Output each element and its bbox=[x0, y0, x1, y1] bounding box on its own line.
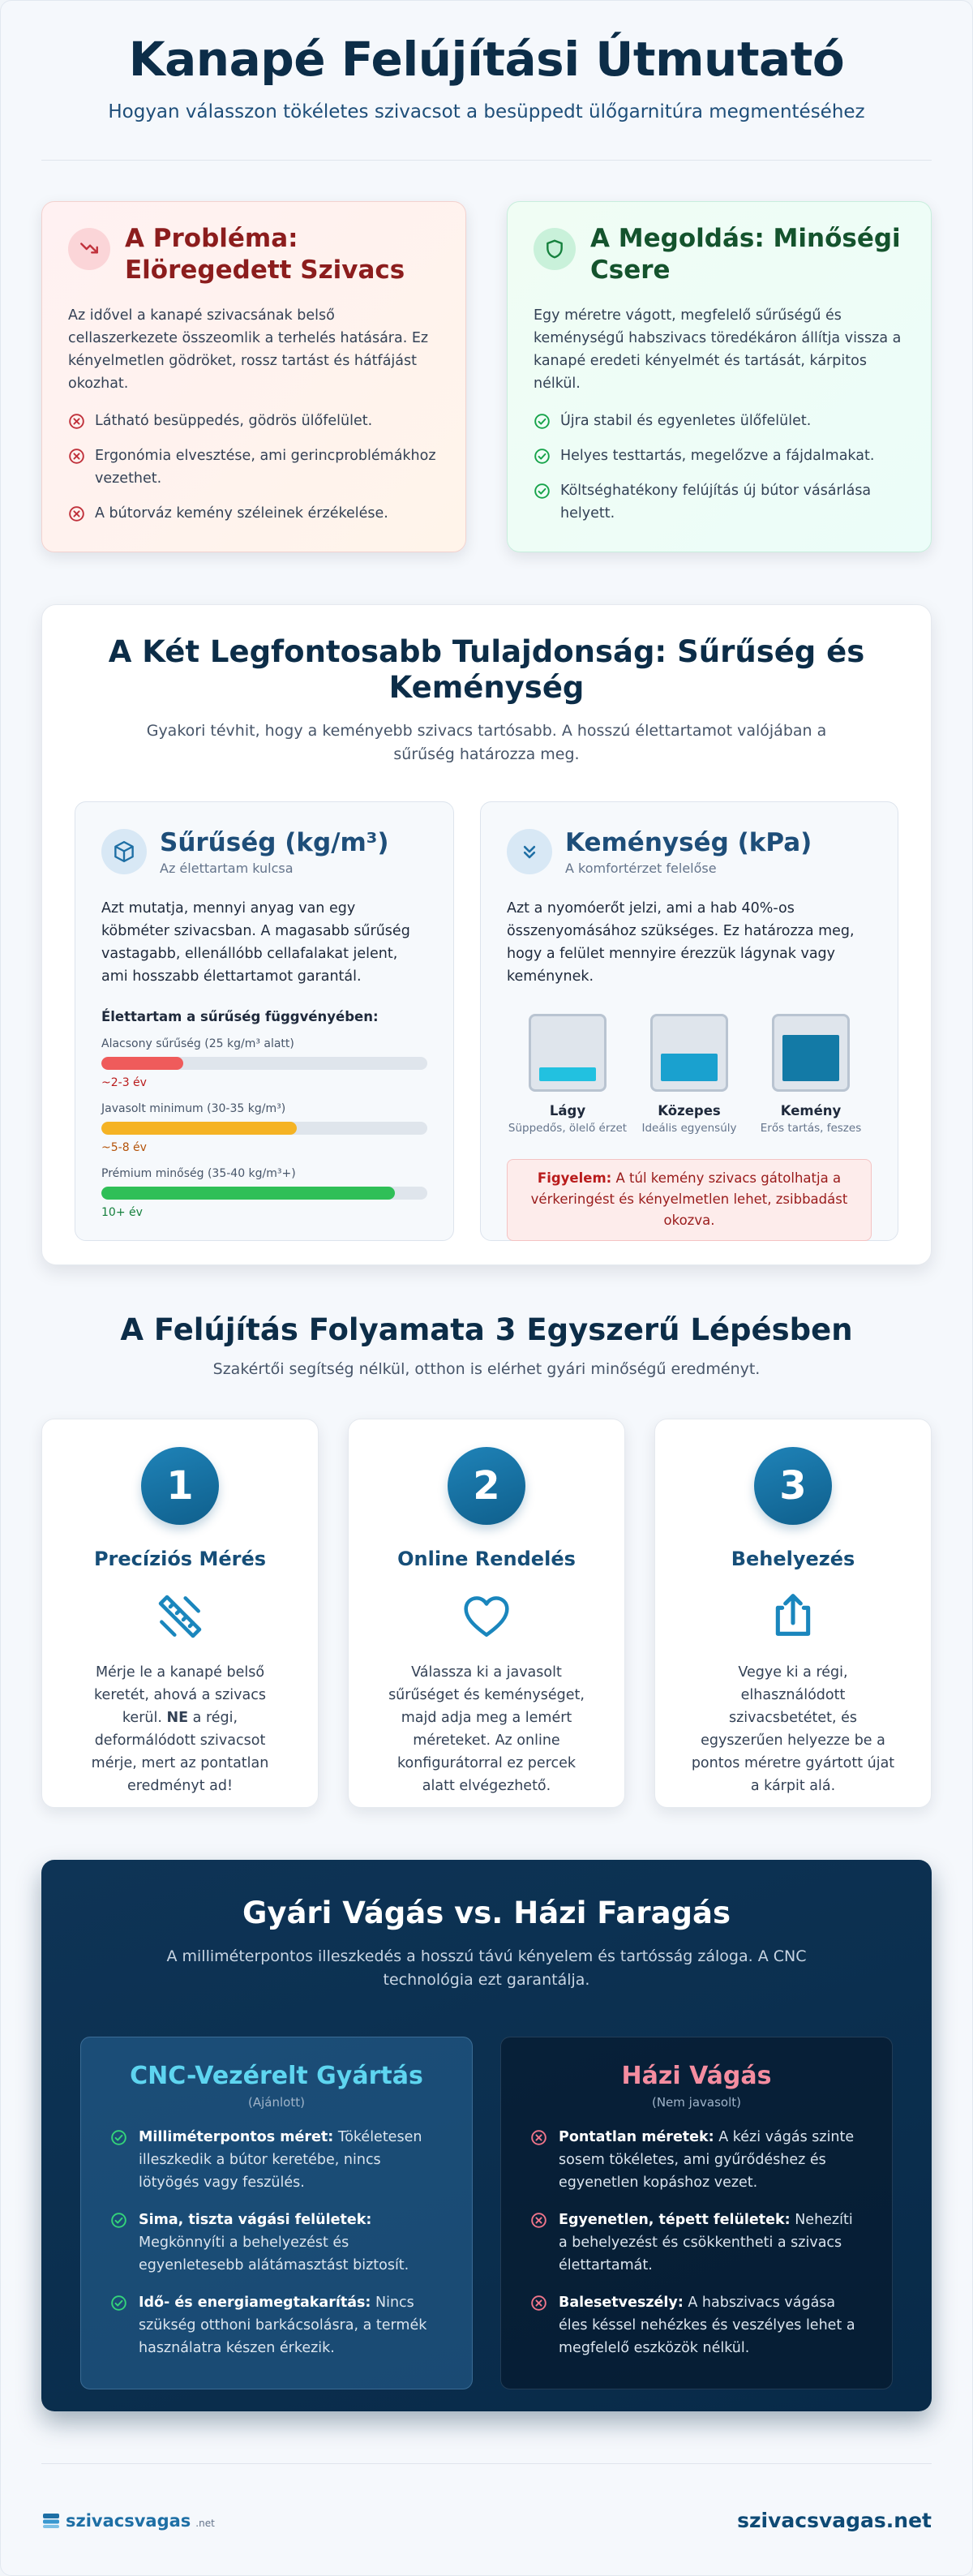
x-circle-icon bbox=[68, 413, 85, 430]
bar-label: Prémium minőség (35-40 kg/m³+) bbox=[101, 1166, 296, 1180]
home-cut-title: Házi Vágás bbox=[621, 2061, 772, 2090]
step-card-measure bbox=[41, 1419, 319, 1808]
section-subtitle: Gyakori tévhit, hogy a keményebb szivacs tartósabb. A hosszú élettartamot valójában a sűrűség határozza meg. bbox=[146, 721, 827, 764]
firmness-level-hard bbox=[750, 1014, 872, 1135]
x-circle-icon bbox=[530, 2129, 547, 2146]
hero-header bbox=[41, 1, 932, 161]
list-item bbox=[68, 502, 439, 525]
step-title: Behelyezés bbox=[731, 1548, 855, 1570]
recommended-tag: (Ajánlott) bbox=[248, 2094, 305, 2110]
box-insert-icon bbox=[766, 1590, 820, 1643]
section-subtitle: A milliméterpontos illeszkedés a hosszú távú kényelem és tartósság záloga. A CNC technológia ezt garantálja. bbox=[166, 1947, 807, 1990]
item-bold: Idő- és energiamegtakarítás: bbox=[139, 2294, 371, 2311]
foam-fill bbox=[782, 1035, 839, 1081]
firmness-level-name: Közepes bbox=[658, 1102, 721, 1118]
problem-title: A Probléma: Elöregedett Szivacs bbox=[125, 224, 405, 285]
logo-suffix: .net bbox=[195, 2517, 215, 2529]
check-circle-icon bbox=[110, 2295, 127, 2312]
foam-fill bbox=[539, 1067, 596, 1081]
lifespan-bar bbox=[101, 1037, 427, 1089]
comparison-section bbox=[41, 1860, 932, 2411]
step-text-bold: NE bbox=[166, 1710, 189, 1726]
item-text: Nehezíti a behelyezést és csökkentheti a szivacs élettartamát. bbox=[559, 2211, 853, 2273]
list-item-text bbox=[139, 2209, 443, 2277]
problem-list bbox=[68, 410, 439, 525]
problem-description: Az idővel a kanapé szivacsának belső cellaszerkezete összeomlik a terhelés hatására. Ez kényelmetlen gödröket, rossz tartást és hátfájást okozhat. bbox=[68, 307, 429, 392]
page-title: Kanapé Felújítási Útmutató bbox=[128, 32, 845, 87]
bar-years: ~5-8 év bbox=[101, 1140, 147, 1154]
bar-years: ~2-3 év bbox=[101, 1075, 147, 1089]
shield-icon bbox=[534, 228, 576, 270]
list-item-text: Helyes testtartás, megelőzve a fájdalmakat. bbox=[560, 447, 875, 464]
section-title: A Két Legfontosabb Tulajdonság: Sűrűség és Keménység bbox=[108, 634, 865, 706]
section-subtitle: Szakértői segítség nélkül, otthon is elérhet gyári minőségű eredményt. bbox=[212, 1360, 761, 1378]
firmness-level-desc: Erős tartás, feszes bbox=[760, 1121, 862, 1135]
foam-sample bbox=[772, 1014, 850, 1092]
firmness-title: Keménység (kPa) bbox=[565, 827, 812, 857]
step-description bbox=[66, 1661, 294, 1797]
check-circle-icon bbox=[110, 2129, 127, 2146]
step-number: 1 bbox=[141, 1447, 219, 1525]
check-circle-icon bbox=[110, 2212, 127, 2229]
firmness-level-medium bbox=[628, 1014, 750, 1135]
section-title: A Felújítás Folyamata 3 Egyszerű Lépésben bbox=[120, 1312, 853, 1347]
list-item bbox=[110, 2126, 443, 2194]
step-description: Válassza ki a javasolt sűrűséget és keménységet, majd adja meg a lemért méreteket. Az online konfigurátorral ez percek alatt elvégezhető. bbox=[388, 1664, 585, 1794]
warning-text: A túl kemény szivacs gátolhatja a vérkeringést és kényelmetlen lehet, zsibbadást okozva. bbox=[530, 1170, 848, 1229]
item-bold: Pontatlan méretek: bbox=[559, 2128, 714, 2145]
process-section bbox=[41, 1312, 932, 1808]
section-title: Gyári Vágás vs. Házi Faragás bbox=[242, 1896, 731, 1930]
solution-list bbox=[534, 410, 905, 525]
firmness-level-name: Lágy bbox=[549, 1102, 586, 1118]
ruler-icon bbox=[153, 1590, 207, 1643]
bar-track bbox=[101, 1187, 427, 1200]
firmness-level-name: Kemény bbox=[780, 1102, 842, 1118]
step-card-order bbox=[348, 1419, 625, 1808]
step-title: Online Rendelés bbox=[397, 1548, 576, 1570]
step-description: Vegye ki a régi, elhasználódott szivacsbetétet, és egyszerűen helyezze be a pontos méretre gyártott újat a kárpit alá. bbox=[691, 1664, 895, 1794]
heart-icon bbox=[460, 1590, 513, 1643]
x-circle-icon bbox=[68, 448, 85, 465]
firmness-level-desc: Ideális egyensúly bbox=[641, 1121, 737, 1135]
list-item bbox=[534, 479, 905, 525]
foam-sample bbox=[529, 1014, 607, 1092]
warning-label: Figyelem: bbox=[537, 1170, 612, 1186]
step-number: 2 bbox=[448, 1447, 525, 1525]
bar-track bbox=[101, 1057, 427, 1070]
list-item-text: Ergonómia elvesztése, ami gerincproblémákhoz vezethet. bbox=[95, 447, 436, 487]
step-card-install bbox=[654, 1419, 932, 1808]
cnc-card bbox=[80, 2037, 473, 2389]
step-title: Precíziós Mérés bbox=[93, 1548, 267, 1570]
step-text-end: a régi, deformálódott szivacsot mérje, mert az pontatlan eredményt ad! bbox=[91, 1710, 269, 1794]
item-text: Nincs szükség otthoni barkácsolásra, a termék használatra készen érkezik. bbox=[139, 2294, 427, 2356]
density-subtitle: Az élettartam kulcsa bbox=[160, 860, 294, 876]
step-text-start: Mérje le a kanapé belső keretét, ahová a szivacs kerül. bbox=[94, 1664, 266, 1726]
item-text: Megkönnyíti a behelyezést és egyenletesebb alátámasztást biztosít. bbox=[139, 2234, 409, 2273]
item-bold: Balesetveszély: bbox=[559, 2294, 684, 2311]
list-item bbox=[68, 410, 439, 432]
list-item-text bbox=[139, 2291, 443, 2359]
list-item bbox=[530, 2291, 863, 2359]
list-item-text bbox=[559, 2126, 863, 2194]
trending-down-icon bbox=[68, 228, 110, 270]
list-item-text bbox=[559, 2209, 863, 2277]
problem-solution-section bbox=[41, 201, 932, 552]
list-item bbox=[68, 444, 439, 490]
item-text: A habszivacs vágása éles késsel nehézkes és veszélyes lehet a megfelelő eszközök nélkül. bbox=[559, 2294, 855, 2356]
x-circle-icon bbox=[68, 505, 85, 522]
bar-fill bbox=[101, 1187, 395, 1200]
x-circle-icon bbox=[530, 2212, 547, 2229]
home-cut-card bbox=[500, 2037, 893, 2389]
firmness-level-soft bbox=[507, 1014, 628, 1135]
properties-section bbox=[41, 604, 932, 1265]
list-item-text: Látható besüppedés, gödrös ülőfelület. bbox=[95, 412, 373, 429]
density-title: Sűrűség (kg/m³) bbox=[160, 827, 389, 857]
density-card bbox=[75, 801, 454, 1241]
list-item-text bbox=[559, 2291, 863, 2359]
firmness-description: Azt a nyomóerőt jelzi, ami a hab 40%-os összenyomásához szükséges. Ez határozza meg, hogy a felület mennyire érezzük lágynak vagy keménynek. bbox=[507, 899, 855, 985]
check-circle-icon bbox=[534, 448, 551, 465]
list-item-text bbox=[139, 2126, 443, 2194]
problem-card bbox=[41, 201, 466, 552]
item-text: Tökéletesen illeszkedik a bútor keretébe, nincs lötyögés vagy feszülés. bbox=[139, 2128, 422, 2191]
list-item bbox=[530, 2126, 863, 2194]
lifespan-bar bbox=[101, 1167, 427, 1219]
bar-fill bbox=[101, 1057, 183, 1070]
logo-text: szivacsvagas bbox=[66, 2510, 191, 2531]
bar-track bbox=[101, 1122, 427, 1135]
lifespan-bar bbox=[101, 1102, 427, 1154]
firmness-scale bbox=[507, 1014, 872, 1135]
step-number: 3 bbox=[754, 1447, 832, 1525]
density-description: Azt mutatja, mennyi anyag van egy köbméter szivacsban. A magasabb sűrűség vastagabb, ellenállóbb cellafalakat jelent, ami hosszabb élettartamot garantál. bbox=[101, 899, 410, 985]
list-item bbox=[110, 2291, 443, 2359]
item-bold: Milliméterpontos méret: bbox=[139, 2128, 334, 2145]
list-item-text: A bútorváz kemény széleinek érzékelése. bbox=[95, 504, 388, 522]
list-item bbox=[534, 410, 905, 432]
bar-label: Alacsony sűrűség (25 kg/m³ alatt) bbox=[101, 1037, 294, 1050]
firmness-subtitle: A komfortérzet felelőse bbox=[565, 860, 717, 876]
footer bbox=[41, 2463, 932, 2576]
bar-fill bbox=[101, 1122, 297, 1135]
bar-label: Javasolt minimum (30-35 kg/m³) bbox=[101, 1101, 286, 1115]
item-bold: Egyenetlen, tépett felületek: bbox=[559, 2211, 791, 2228]
chevrons-down-icon bbox=[507, 829, 552, 874]
solution-description: Egy méretre vágott, megfelelő sűrűségű és keménységű habszivacs töredékáron állítja vissza a kanapé eredeti kényelmét és tartását, kárpitos nélkül. bbox=[534, 307, 902, 392]
foam-sample bbox=[650, 1014, 728, 1092]
cnc-title: CNC-Vezérelt Gyártás bbox=[130, 2061, 423, 2090]
logo-mark-icon bbox=[41, 2511, 61, 2531]
item-text: A kézi vágás szinte sosem tökéletes, ami gyűrődéshez és egyenetlen kopáshoz vezet. bbox=[559, 2128, 855, 2191]
brand-logo[interactable] bbox=[41, 2511, 215, 2531]
solution-card bbox=[507, 201, 932, 552]
list-item-text: Újra stabil és egyenletes ülőfelület. bbox=[560, 412, 812, 429]
page-subtitle: Hogyan válasszon tökéletes szivacsot a besüppedt ülőgarnitúra megmentéséhez bbox=[108, 101, 865, 122]
list-item bbox=[534, 444, 905, 467]
firmness-card bbox=[480, 801, 898, 1241]
firmness-level-desc: Süppedős, ölelő érzet bbox=[508, 1121, 628, 1135]
website-link[interactable]: szivacsvagas.net bbox=[737, 2509, 932, 2532]
check-circle-icon bbox=[534, 413, 551, 430]
x-circle-icon bbox=[530, 2295, 547, 2312]
cube-icon bbox=[101, 829, 147, 874]
lifespan-title: Élettartam a sűrűség függvényében: bbox=[101, 1008, 379, 1024]
check-circle-icon bbox=[534, 483, 551, 500]
solution-title: A Megoldás: Minőségi Csere bbox=[590, 224, 901, 285]
bar-years: 10+ év bbox=[101, 1205, 143, 1219]
list-item bbox=[530, 2209, 863, 2277]
list-item-text: Költséghatékony felújítás új bútor vásárlása helyett. bbox=[560, 482, 872, 522]
item-bold: Sima, tiszta vágási felületek: bbox=[139, 2211, 372, 2228]
foam-fill bbox=[661, 1054, 718, 1081]
list-item bbox=[110, 2209, 443, 2277]
not-recommended-tag: (Nem javasolt) bbox=[651, 2094, 741, 2110]
warning-box bbox=[507, 1159, 872, 1241]
